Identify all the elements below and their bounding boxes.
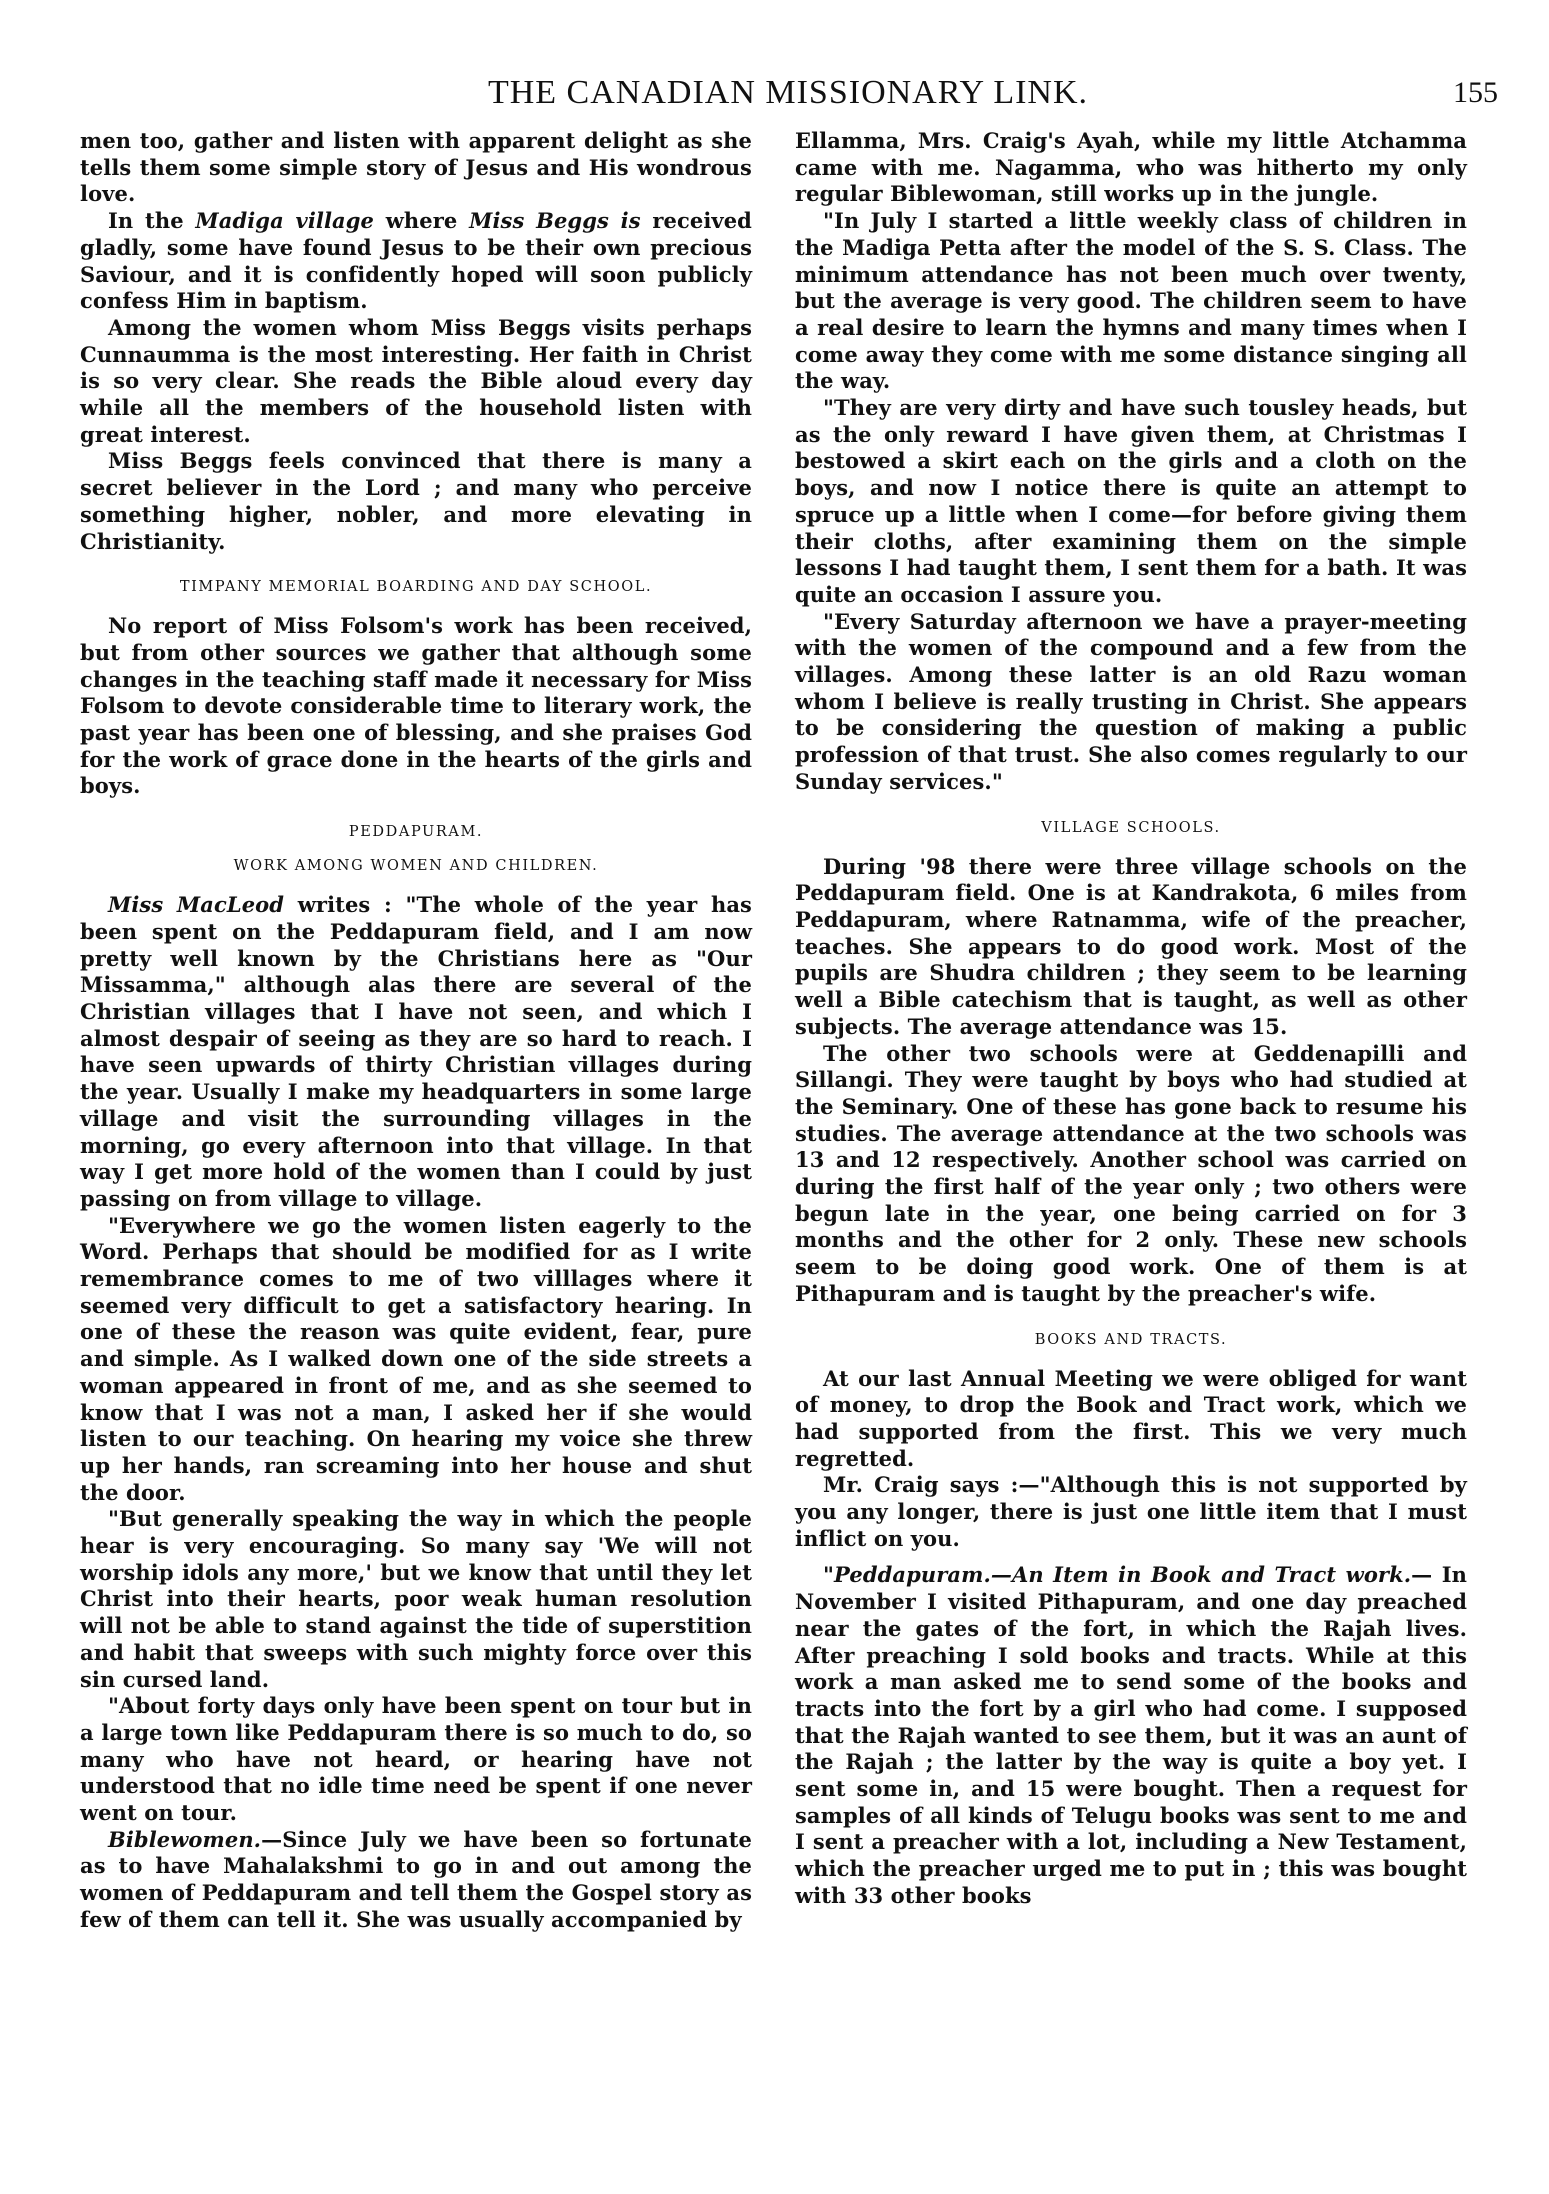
italic-text: "Peddapuram.—An Item in Book and Tract work. xyxy=(823,1562,1412,1588)
italic-text: Miss MacLeod xyxy=(108,892,285,918)
paragraph: Among the women whom Miss Beggs visits perhaps Cunnaumma is the most interesting. Her faith in Christ is so very clear. She reads the Bible aloud every day while all the members of the household listen with great interest. xyxy=(80,314,752,447)
section-subheading: WORK AMONG WOMEN AND CHILDREN. xyxy=(233,858,599,875)
paragraph: "About forty days only have been spent on tour but in a large town like Peddapuram there is so much to do, so many who have not heard, or hearing have not understood that no idle time need be spent if one never went on tour. xyxy=(80,1693,752,1826)
text-run: received gladly, some have found Jesus to be their own precious Saviour, and it is confidently hoped will soon publicly confess Him in baptism. xyxy=(80,208,752,314)
paragraph xyxy=(80,892,752,1212)
paragraph xyxy=(80,1827,752,1934)
text-run: — In November I visited Pithapuram, and one day preached near the gates of the fort, in which the Rajah lives. After preaching I sold books and tracts. While at this work a man asked me to send some of the books and tracts into the fort by a girl who had come. I supposed that the Rajah wanted to see them, but it was an aunt of the Rajah ; the latter by the way is quite a boy yet. I sent some in, and 15 were bought. Then a request for samples of all kinds of Telugu books was sent to me and I sent a preacher with a lot, including a New Testament, which the preacher urged me to put in ; this was bought with 33 other books xyxy=(795,1562,1467,1908)
left-column xyxy=(80,128,752,1934)
italic-text: Miss Beggs is xyxy=(469,208,641,234)
paragraph: The other two schools were at Geddenapilli and Sillangi. They were taught by boys who had studied at the Seminary. One of these has gone back to resume his studies. The average attendance at the two schools was 13 and 12 respectively. Another school was carried on during the first half of the year only ; two others were begun late in the year, one being carried on for 3 months and the other for 2 only. These new schools seem to be doing good work. One of them is at Pithapuram and is taught by the preacher's wife. xyxy=(795,1040,1467,1306)
paragraph: "Every Saturday afternoon we have a prayer-meeting with the women of the compound and a few from the villages. Among these latter is an old Razu woman whom I believe is really trusting in Christ. She appears to be considering the question of making a public profession of that trust. She also comes regularly to our Sunday services." xyxy=(795,608,1467,794)
paragraph: Mr. Craig says :—"Although this is not supported by you any longer, there is just one little item that I must inflict on you. xyxy=(795,1472,1467,1551)
paragraph: Miss Beggs feels convinced that there is many a secret believer in the Lord ; and many who perceive something higher, nobler, and more elevating in Christianity. xyxy=(80,448,752,554)
text-run: where xyxy=(374,208,470,234)
section-heading: PEDDAPURAM. xyxy=(348,824,484,841)
section-heading: TIMPANY MEMORIAL BOARDING AND DAY SCHOOL. xyxy=(179,579,653,596)
text-run: In the xyxy=(108,208,196,234)
paragraph: "But generally speaking the way in which the people hear is very encouraging. So many say 'We will not worship idols any more,' but we know that until they let Christ into their hearts, poor weak human resolution will not be able to stand against the tide of superstition and habit that sweeps with such mighty force over this sin cursed land. xyxy=(80,1506,752,1692)
running-title: THE CANADIAN MISSIONARY LINK. xyxy=(487,74,1089,111)
paragraph xyxy=(795,1562,1467,1909)
paragraph: At our last Annual Meeting we were obliged for want of money, to drop the Book and Tract work, which we had supported from the first. This we very much regretted. xyxy=(795,1365,1467,1471)
paragraph: No report of Miss Folsom's work has been received, but from other sources we gather that although some changes in the teaching staff made it necessary for Miss Folsom to devote considerable time to literary work, the past year has been one of blessing, and she praises God for the work of grace done in the hearts of the girls and boys. xyxy=(80,613,752,799)
paragraph: "They are very dirty and have such tousley heads, but as the only reward I have given them, at Christmas I bestowed a skirt each on the girls and a cloth on the boys, and now I notice there is quite an attempt to spruce up a little when I come—for before giving them their cloths, after examining them on the simple lessons I had taught them, I sent them for a bath. It was quite an occasion I assure you. xyxy=(795,395,1467,607)
paragraph: "In July I started a little weekly class of children in the Madiga Petta after the model of the S. S. Class. The minimum attendance has not been much over twenty, but the average is very good. The children seem to have a real desire to learn the hymns and many times when I come away they come with me some distance singing all the way. xyxy=(795,208,1467,394)
text-run: writes : "The whole of the year has been spent on the Peddapuram field, and I am now pretty well known by the Christians here as "Our Missamma," although alas there are several of the Christian villages that I have not seen, and which I almost despair of seeing as they are so hard to reach. I have seen upwards of thirty Christian villages during the year. Usually I make my headquarters in some large village and visit the surrounding villages in the morning, go every afternoon into that village. In that way I get more hold of the women than I could by just passing on from village to village. xyxy=(80,892,752,1211)
paragraph: During '98 there were three village schools on the Peddapuram field. One is at Kandrakota, 6 miles from Peddapuram, where Ratnamma, wife of the preacher, teaches. She appears to do good work. Most of the pupils are Shudra children ; they seem to be learning well a Bible catechism that is taught, as well as other subjects. The average attendance was 15. xyxy=(795,853,1467,1039)
paragraph: "Everywhere we go the women listen eagerly to the Word. Perhaps that should be modified for as I write remembrance comes to me of two villlages where it seemed very difficult to get a satisfactory hearing. In one of these the reason was quite evident, fear, pure and simple. As I walked down one of the side streets a woman appeared in front of me, and as she seemed to know that I was not a man, I asked her if she would listen to our teaching. On hearing my voice she threw up her hands, ran screaming into her house and shut the door. xyxy=(80,1212,752,1505)
paragraph: men too, gather and listen with apparent delight as she tells them some simple story of Jesus and His wondrous love. xyxy=(80,128,752,207)
page-header xyxy=(78,74,1498,124)
text-run: —Since July we have been so fortunate as to have Mahalakshmi to go in and out among the women of Peddapuram and tell them the Gospel story as few of them can tell it. She was usually accompanied by xyxy=(80,1826,752,1932)
italic-text: Biblewomen. xyxy=(108,1826,262,1852)
section-heading: VILLAGE SCHOOLS. xyxy=(1041,819,1221,836)
section-heading: BOOKS AND TRACTS. xyxy=(1034,1331,1228,1348)
italic-text: Madiga village xyxy=(195,208,375,234)
page-number: 155 xyxy=(1453,76,1498,109)
paragraph: Ellamma, Mrs. Craig's Ayah, while my little Atchamma came with me. Nagamma, who was hitherto my only regular Biblewoman, still works up in the jungle. xyxy=(795,128,1467,207)
paragraph xyxy=(80,208,752,315)
right-column xyxy=(795,128,1467,1910)
